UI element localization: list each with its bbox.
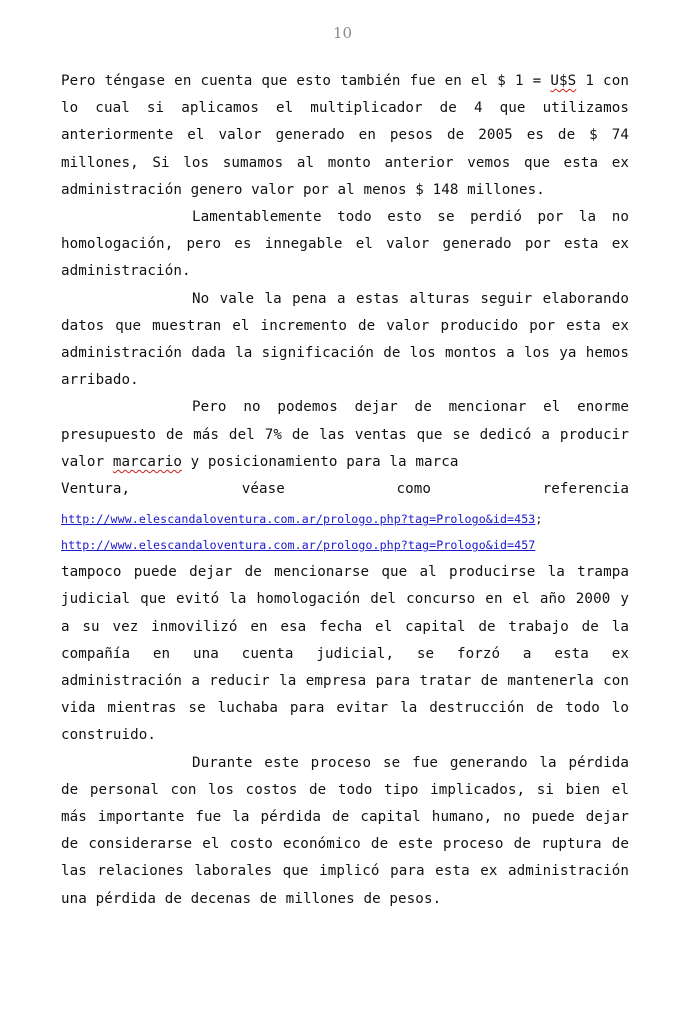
spellcheck-flagged-word: U$S (550, 73, 577, 89)
paragraph-1 (61, 68, 629, 204)
link-separator: ; (535, 512, 543, 527)
paragraph-6: Durante este proceso se fue generando la pérdida de personal con los costos de todo tipo implicados, si bien el más importante fue la pérdida de capital humano, no puede dejar de considerarse el costo económico de este proceso de ruptura de las relaciones laborales que implicó para esta ex administración una pérdida de decenas de millones de pesos. (61, 754, 629, 907)
page-number: 10 (332, 24, 353, 42)
paragraph-1-text-end: 1 con lo cual si aplicamos el multiplicador de 4 que utilizamos anteriormente el valor generado en pesos de 2005 es de $ 74 millones, Si los sumamos al monto anterior vemos que esta ex administración genero valor por al menos $ 148 millones. (61, 73, 629, 198)
paragraph-4-text-end: y posicionamiento para la marca (182, 453, 459, 470)
spellcheck-flagged-word: marcario (112, 453, 182, 470)
paragraph-4 (61, 394, 629, 476)
paragraph-1-text-start: Pero téngase en cuenta que esto también fue en el $ 1 = (61, 73, 551, 89)
paragraph-4-last-line: Ventura, véase como referencia (61, 481, 629, 498)
paragraph-2: Lamentablemente todo esto se perdió por la no homologación, pero es innegable el valor generado por esta ex administración. (61, 209, 629, 280)
reference-link-457[interactable]: http://www.elescandaloventura.com.ar/prologo.php?tag=Prologo&id=457 (61, 538, 536, 553)
paragraph-4-text-start: Pero no podemos dejar de mencionar el enorme presupuesto de más del 7% de las ventas que se dedicó a producir valor (61, 399, 629, 470)
paragraph-5: tampoco puede dejar de mencionarse que al producirse la trampa judicial que evitó la homologación del concurso en el año 2000 y a su vez inmovilizó en esa fecha el capital de trabajo de la compañía en una cuenta judicial, se forzó a esta ex administración a reducir la empresa para tratar de mantenerla con vida mientras se luchaba para evitar la destrucción de todo lo construido. (61, 564, 629, 744)
reference-link-row-2 (61, 535, 629, 555)
reference-link-row-1 (61, 509, 629, 529)
paragraph-3: No vale la pena a estas alturas seguir elaborando datos que muestran el incremento de valor producido por esta ex administración dada la significación de los montos a los ya hemos arribado. (61, 290, 629, 389)
document-body (61, 68, 629, 913)
reference-link-453[interactable]: http://www.elescandaloventura.com.ar/prologo.php?tag=Prologo&id=453 (61, 512, 536, 527)
